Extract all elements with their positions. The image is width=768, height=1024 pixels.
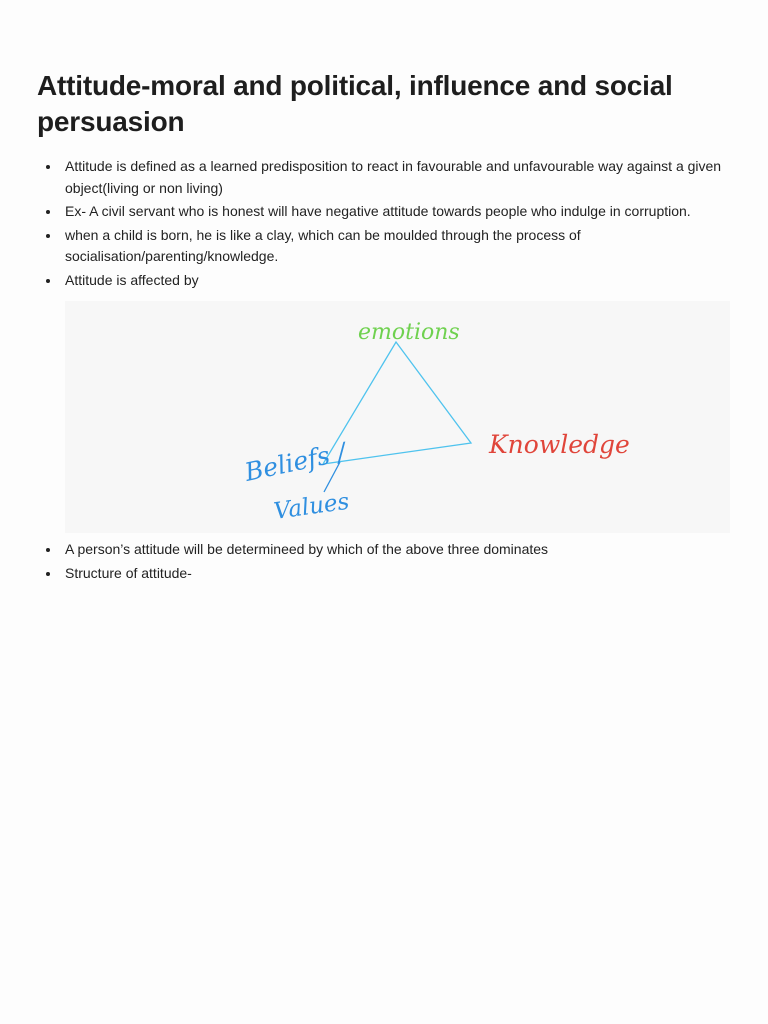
list-item: Structure of attitude- bbox=[37, 563, 737, 585]
emotions-label: emotions bbox=[358, 320, 460, 345]
triangle-sketch bbox=[65, 301, 730, 533]
list-item: A person’s attitude will be determineed by which of the above three dominates bbox=[37, 539, 737, 561]
bullet-list-top bbox=[37, 156, 737, 291]
list-item: Attitude is affected by bbox=[37, 270, 737, 292]
values-label: Values bbox=[272, 488, 351, 525]
page-title: Attitude-moral and political, influence and social persuasion bbox=[37, 70, 673, 137]
document-page bbox=[37, 68, 737, 586]
attitude-triangle-figure bbox=[65, 301, 730, 533]
bullet-list-bottom bbox=[37, 539, 737, 584]
list-item: Attitude is defined as a learned predisposition to react in favourable and unfavourable way against a given object(living or non living) bbox=[37, 156, 737, 199]
triangle-shape bbox=[323, 342, 471, 464]
beliefs-label: Beliefs / bbox=[242, 437, 349, 487]
list-item: Ex- A civil servant who is honest will have negative attitude towards people who indulge in corruption. bbox=[37, 201, 737, 223]
list-item: when a child is born, he is like a clay, which can be moulded through the process of socialisation/parenting/knowledge. bbox=[37, 225, 737, 268]
knowledge-label: Knowledge bbox=[489, 430, 630, 459]
